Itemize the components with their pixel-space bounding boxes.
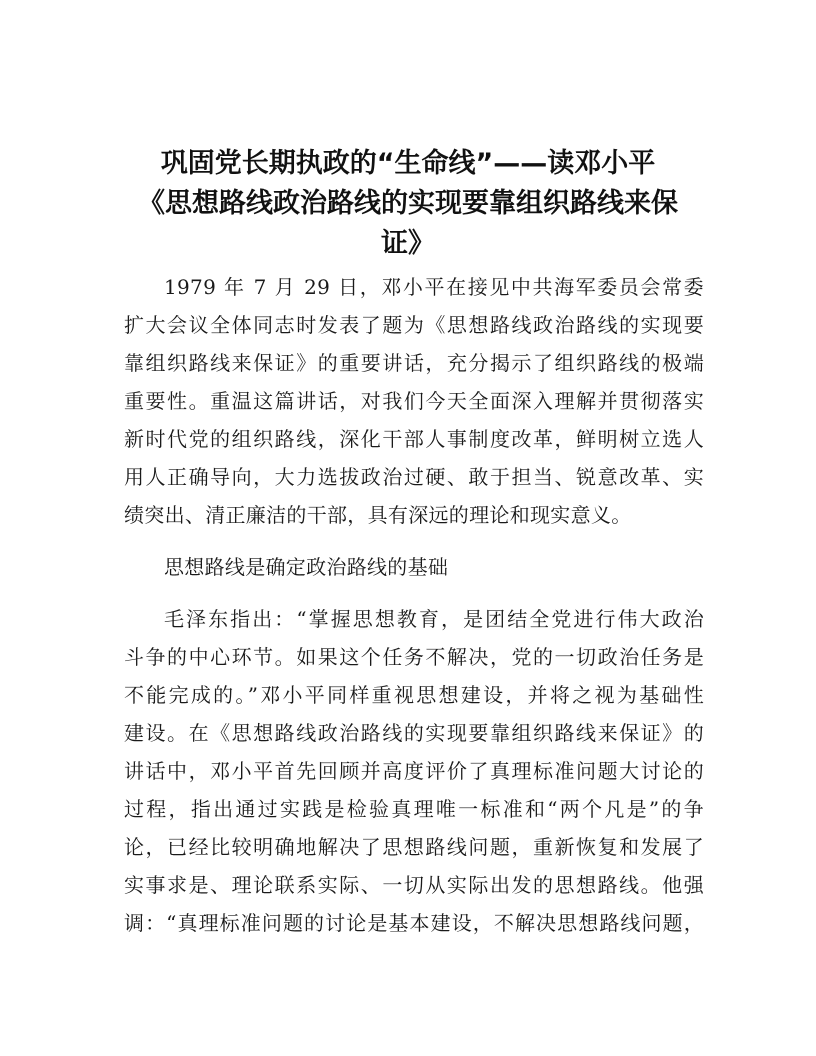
paragraph-line: 讲话中，邓小平首先回顾并高度评价了真理标准问题大讨论的	[124, 759, 704, 783]
paragraph-line: 斗争的中心环节。如果这个任务不解决，党的一切政治任务是	[124, 645, 704, 669]
paragraph-line: 建设。在《思想路线政治路线的实现要靠组织路线来保证》的	[124, 721, 704, 745]
paragraph-line: 毛泽东指出：“掌握思想教育，是团结全党进行伟大政治	[164, 607, 704, 631]
section-heading-text: 思想路线是确定政治路线的基础	[164, 555, 449, 579]
paragraph-line: 重要性。重温这篇讲话，对我们今天全面深入理解并贯彻落实	[124, 389, 704, 413]
paragraph-spacer	[124, 586, 704, 600]
paragraph-line: 调：“真理标准问题的讨论是基本建设，不解决思想路线问题，	[124, 911, 704, 935]
document-title	[110, 144, 706, 264]
section-heading	[124, 548, 704, 586]
paragraph-line: 用人正确导向，大力选拔政治过硬、敢于担当、锐意改革、实	[124, 465, 704, 489]
paragraph-line: 1979 年 7 月 29 日，邓小平在接见中共海军委员会常委	[164, 275, 704, 299]
title-line-3: 证》	[381, 228, 435, 259]
document-body	[124, 268, 704, 942]
paragraph-line: 实事求是、理论联系实际、一切从实际出发的思想路线。他强	[124, 873, 704, 897]
title-line-1: 巩固党长期执政的“生命线”——读邓小平	[160, 148, 656, 179]
paragraph-line: 绩突出、清正廉洁的干部，具有深远的理论和现实意义。	[124, 503, 632, 527]
paragraph-spacer	[124, 534, 704, 548]
paragraph-line: 新时代党的组织路线，深化干部人事制度改革，鲜明树立选人	[124, 427, 704, 451]
paragraph-intro	[124, 268, 704, 534]
paragraph-line: 不能完成的。”邓小平同样重视思想建设，并将之视为基础性	[124, 683, 704, 707]
paragraph-line: 靠组织路线来保证》的重要讲话，充分揭示了组织路线的极端	[124, 351, 704, 375]
paragraph-line: 过程，指出通过实践是检验真理唯一标准和“两个凡是”的争	[124, 797, 704, 821]
paragraph-line: 扩大会议全体同志时发表了题为《思想路线政治路线的实现要	[124, 313, 704, 337]
paragraph-body	[124, 600, 704, 942]
title-line-2: 《思想路线政治路线的实现要靠组织路线来保	[138, 188, 678, 219]
paragraph-line: 论，已经比较明确地解决了思想路线问题，重新恢复和发展了	[124, 835, 704, 859]
